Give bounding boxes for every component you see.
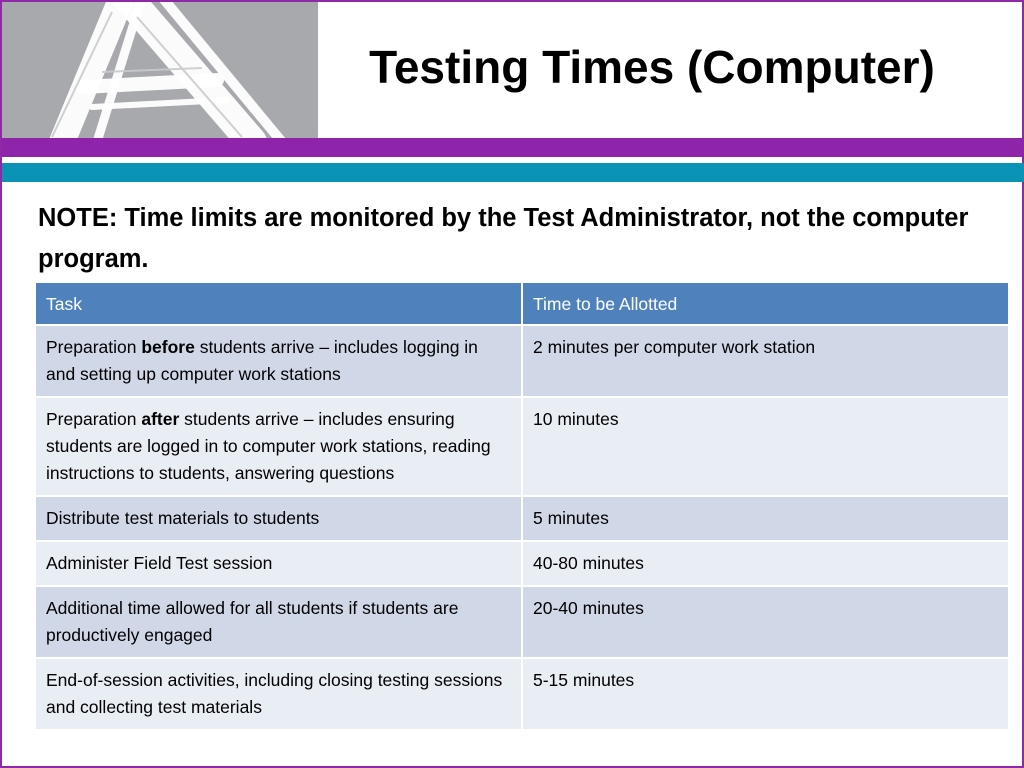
table-row <box>36 496 1009 541</box>
time-cell: 40-80 minutes <box>522 541 1009 586</box>
purple-divider-bar <box>2 138 1024 157</box>
brush-letter-a-icon <box>2 2 318 138</box>
slide-title: Testing Times (Computer) <box>369 41 935 93</box>
task-cell: End-of-session activities, including closing testing sessions and collecting test materials <box>36 658 522 729</box>
testing-times-table <box>36 283 1010 729</box>
note-text: NOTE: Time limits are monitored by the Test Administrator, not the computer program. <box>38 204 969 273</box>
logo <box>2 2 318 138</box>
teal-divider-bar <box>2 163 1024 182</box>
time-cell: 5-15 minutes <box>522 658 1009 729</box>
table-row <box>36 658 1009 729</box>
column-header-task: Task <box>36 283 522 325</box>
task-cell: Distribute test materials to students <box>36 496 522 541</box>
time-cell: 10 minutes <box>522 397 1009 496</box>
table-row <box>36 586 1009 658</box>
time-cell: 20-40 minutes <box>522 586 1009 658</box>
table-row <box>36 397 1009 496</box>
table-header-row <box>36 283 1009 325</box>
table-row <box>36 325 1009 397</box>
column-header-time: Time to be Allotted <box>522 283 1009 325</box>
task-cell: Preparation before students arrive – includes logging in and setting up computer work stations <box>36 325 522 397</box>
table-row <box>36 541 1009 586</box>
task-cell: Administer Field Test session <box>36 541 522 586</box>
task-cell: Additional time allowed for all students if students are productively engaged <box>36 586 522 658</box>
time-cell: 2 minutes per computer work station <box>522 325 1009 397</box>
time-cell: 5 minutes <box>522 496 1009 541</box>
task-cell: Preparation after students arrive – includes ensuring students are logged in to computer work stations, reading instructions to students, answering questions <box>36 397 522 496</box>
